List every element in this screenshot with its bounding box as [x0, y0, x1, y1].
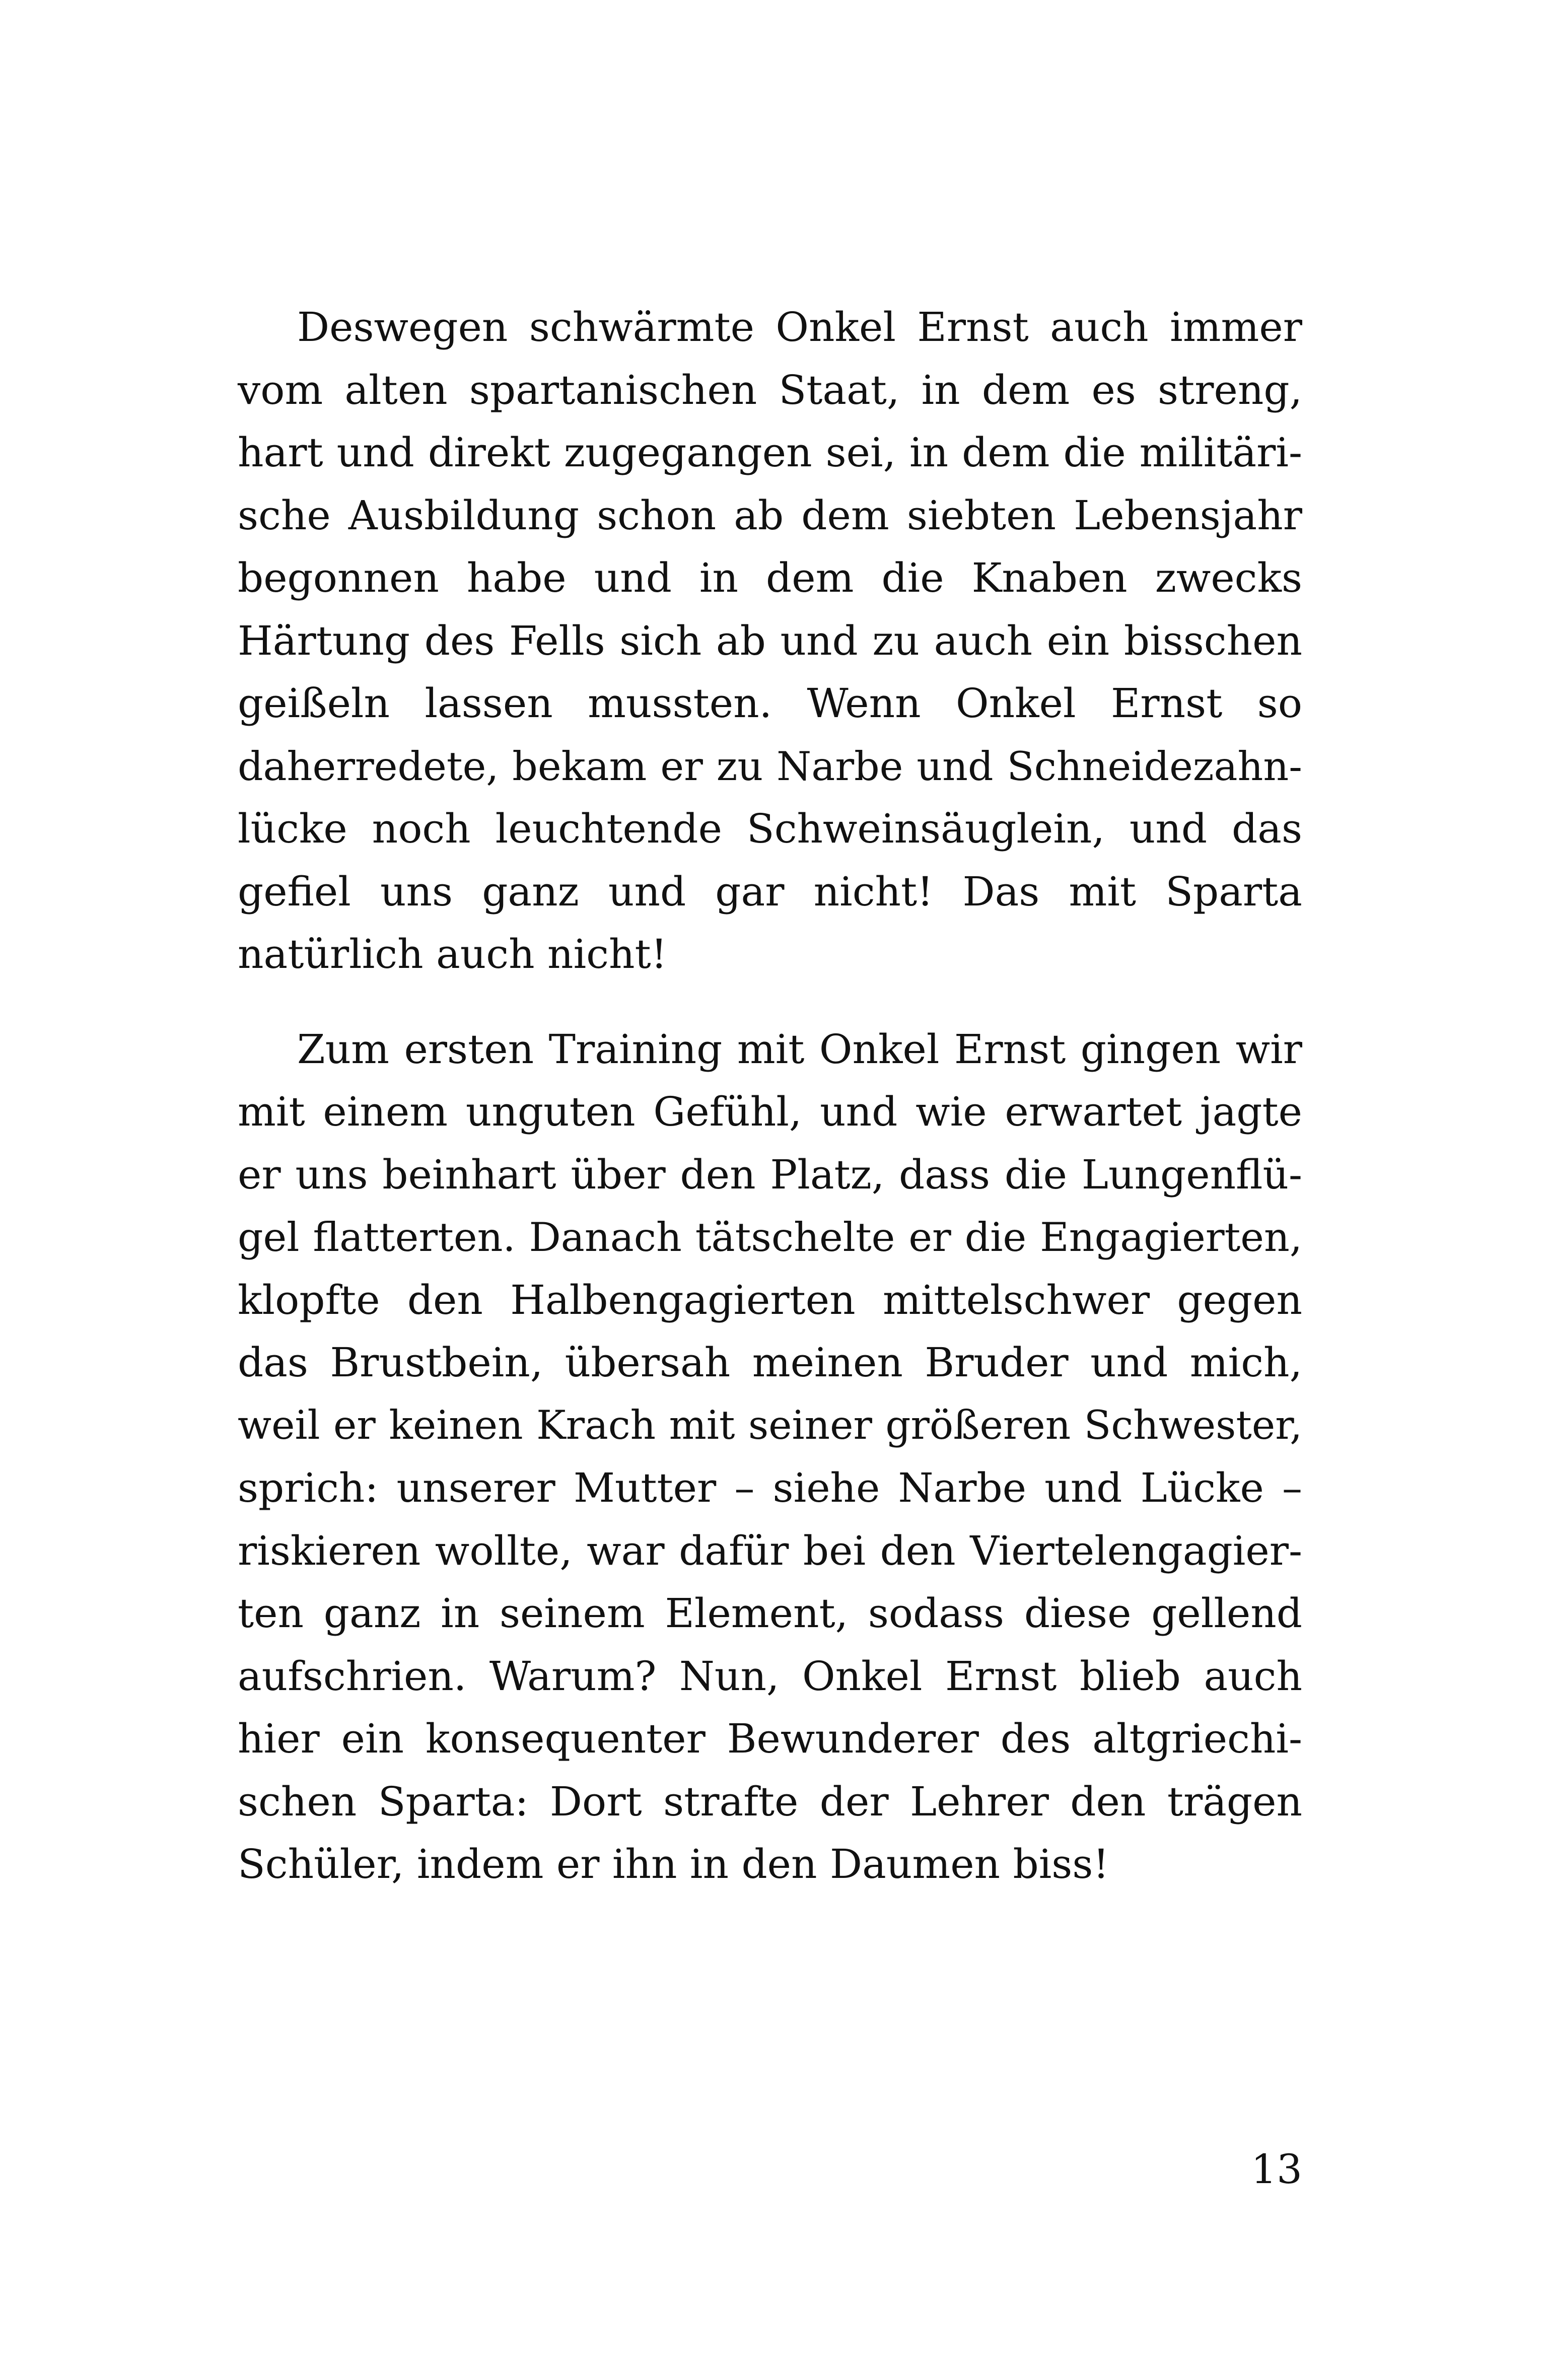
- text-line: begonnen habe und in dem die Knaben zwecks: [238, 554, 1302, 601]
- text-line: er uns beinhart über den Platz, dass die Lungenflü-: [238, 1151, 1302, 1198]
- text-line: Zum ersten Training mit Onkel Ernst gingen wir: [297, 1025, 1302, 1073]
- text-line: hart und direkt zugegangen sei, in dem die militäri-: [238, 429, 1302, 476]
- text-line: sche Ausbildung schon ab dem siebten Lebensjahr: [238, 492, 1302, 539]
- text-line: natürlich auch nicht!: [238, 931, 667, 977]
- text-line: hier ein konsequenter Bewunderer des altgriechi-: [238, 1715, 1302, 1762]
- text-line: aufschrien. Warum? Nun, Onkel Ernst blieb auch: [238, 1652, 1302, 1700]
- text-line: ten ganz in seinem Element, sodass diese gellend: [238, 1590, 1302, 1637]
- text-line: das Brustbein, übersah meinen Bruder und mich,: [238, 1339, 1302, 1386]
- body-text: [238, 296, 1302, 1896]
- text-line: daherredete, bekam er zu Narbe und Schneidezahn-: [238, 743, 1302, 790]
- text-line: vom alten spartanischen Staat, in dem es streng,: [238, 366, 1302, 413]
- text-line: sprich: unserer Mutter – siehe Narbe und Lücke –: [238, 1464, 1302, 1511]
- text-line: geißeln lassen mussten. Wenn Onkel Ernst so: [238, 680, 1302, 727]
- paragraph-spacer: [238, 986, 1302, 1018]
- paragraph-2: [238, 1018, 1302, 1896]
- text-line: gefiel uns ganz und gar nicht! Das mit Sparta: [238, 868, 1302, 915]
- text-line: mit einem unguten Gefühl, und wie erwartet jagte: [238, 1088, 1302, 1135]
- text-line: Deswegen schwärmte Onkel Ernst auch immer: [297, 304, 1302, 351]
- paragraph-1: [238, 296, 1302, 986]
- text-line: Schüler, indem er ihn in den Daumen biss!: [238, 1841, 1109, 1887]
- text-line: gel flatterten. Danach tätschelte er die Engagierten,: [238, 1214, 1302, 1261]
- text-line: lücke noch leuchtende Schweinsäuglein, und das: [238, 805, 1302, 852]
- text-line: riskieren wollte, war dafür bei den Viertelengagier-: [238, 1527, 1302, 1574]
- text-line: klopfte den Halbengagierten mittelschwer gegen: [238, 1276, 1302, 1323]
- text-line: Härtung des Fells sich ab und zu auch ein bisschen: [238, 617, 1302, 664]
- text-line: schen Sparta: Dort strafte der Lehrer den trägen: [238, 1778, 1302, 1825]
- page-number: 13: [1251, 2146, 1302, 2193]
- text-line: weil er keinen Krach mit seiner größeren Schwester,: [238, 1402, 1302, 1448]
